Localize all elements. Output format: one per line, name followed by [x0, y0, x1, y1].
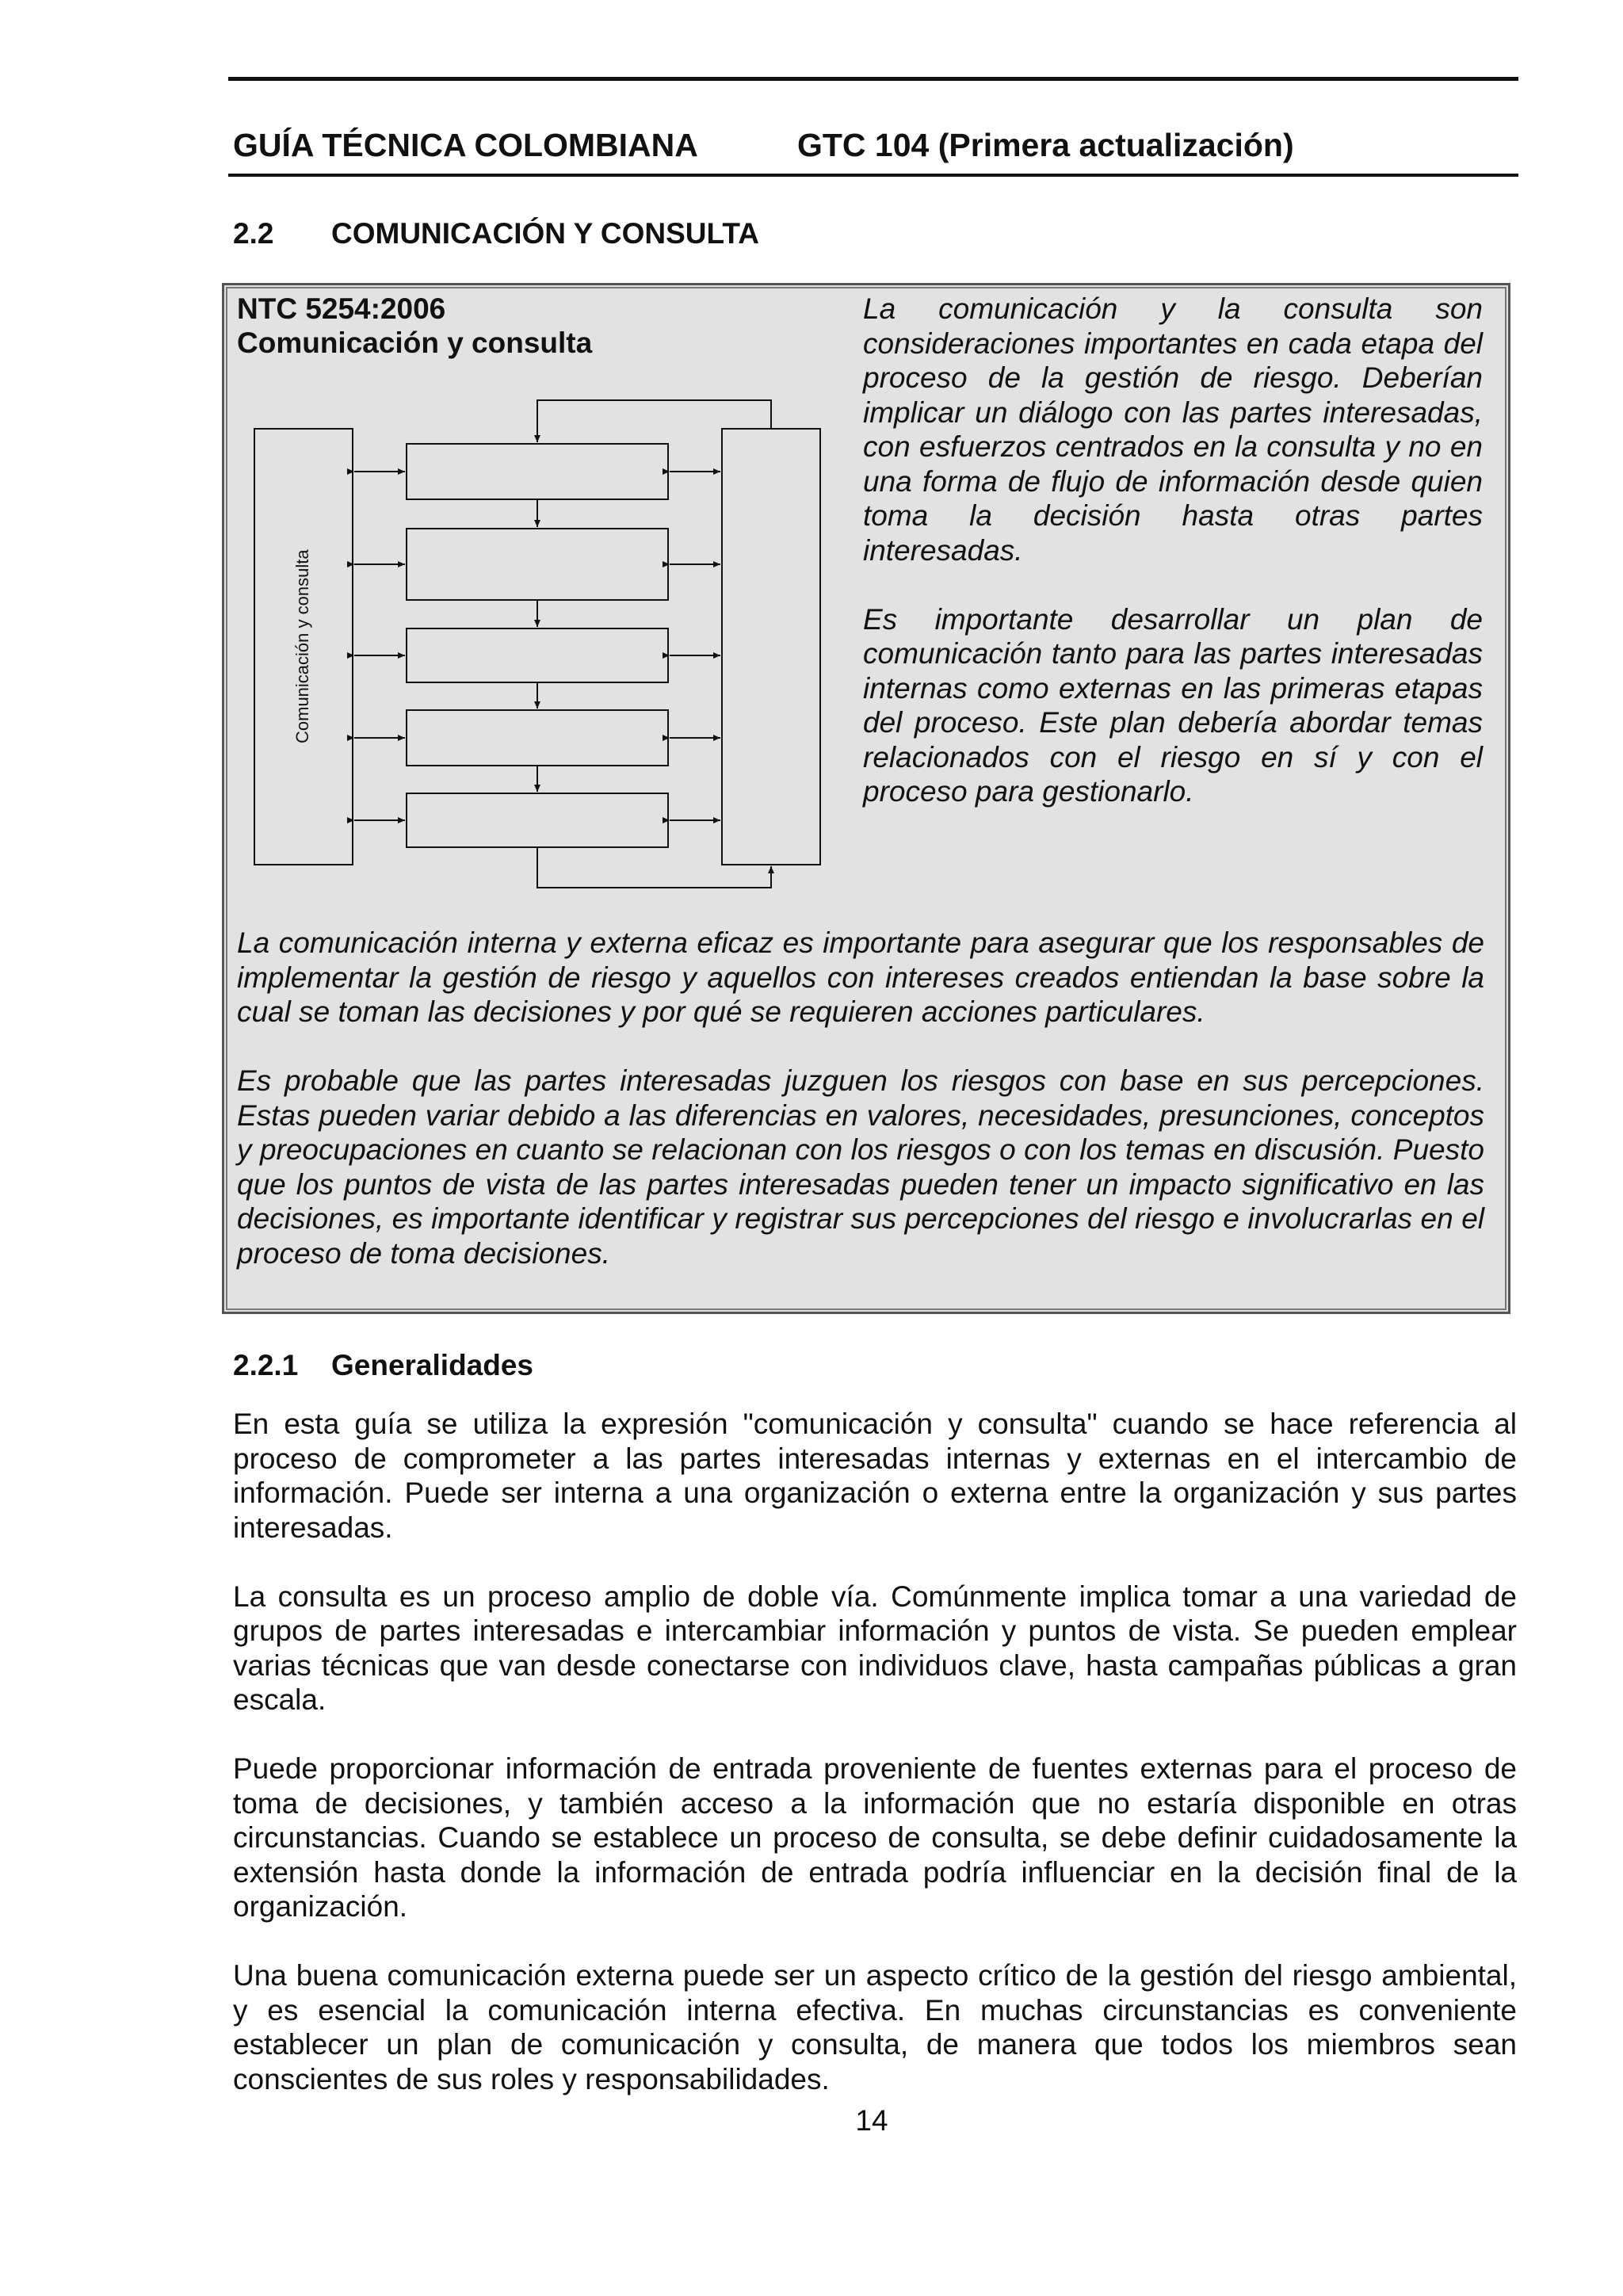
process-step-box: [407, 628, 668, 682]
box-right-text: [863, 292, 1483, 843]
process-step-box: [407, 710, 668, 766]
process-diagram: [224, 285, 858, 911]
monitoring-column-box: [722, 429, 820, 865]
page-number: 14: [855, 2104, 888, 2137]
header-right-title: GTC 104 (Primera actualización): [797, 127, 1294, 163]
diagram-vertical-label: Comunicación y consulta: [292, 549, 312, 743]
box-bottom-text: [237, 926, 1484, 1270]
box-right-paragraph: Es importante desarrollar un plan de comunicación tanto para las partes interesadas internas como externas en las primeras etapas del proceso. Este plan debería abordar temas relacionados con el riesgo en sí y con el proceso para gestionarlo.: [863, 602, 1483, 808]
header-top-rule: [228, 77, 1518, 81]
process-step-box: [407, 529, 668, 600]
subsection-title: Generalidades: [331, 1349, 534, 1381]
subsection-number: 2.2.1: [233, 1349, 299, 1381]
header-left-title: GUÍA TÉCNICA COLOMBIANA: [233, 127, 698, 163]
body-paragraph: Puede proporcionar información de entrada proveniente de fuentes externas para el proceso de toma de decisiones, y también acceso a la información que no estaría disponible en otras circunstancias. Cuando se establece un proceso de consulta, se debe definir cuidadosamente la extensión hasta donde la información de entrada podría influenciar en la decisión final de la organización.: [233, 1752, 1517, 1923]
body-text: [233, 1407, 1517, 2096]
box-bottom-paragraph: La comunicación interna y externa eficaz es importante para asegurar que los responsables de implementar la gestión de riesgo y aquellos con intereses creados entiendan la base sobre la cual se toman las decisiones y por qué se requieren acciones particulares.: [237, 926, 1484, 1028]
box-bottom-paragraph: Es probable que las partes interesadas juzguen los riesgos con base en sus percepciones. Estas pueden variar debido a las diferencias en valores, necesidades, presunciones, conceptos y preocupaciones en cuanto se relacionan con los riesgos o con los temas en discusión. Puesto que los puntos de vista de las partes interesadas pueden tener un impacto significativo en las decisiones, es importante identificar y registrar sus percepciones del riesgo e involucrarlas en el proceso de toma decisiones.: [237, 1064, 1484, 1270]
header-bottom-rule: [228, 174, 1518, 177]
box-title-standard: NTC 5254:2006: [237, 292, 446, 325]
box-title-topic: Comunicación y consulta: [237, 327, 593, 359]
standard-excerpt-box: [222, 283, 1510, 1314]
body-paragraph: Una buena comunicación externa puede ser un aspecto crítico de la gestión del riesgo ambiental, y es esencial la comunicación interna efectiva. En muchas circunstancias es conveniente establecer un plan de comunicación y consulta, de manera que todos los miembros sean conscientes de sus roles y responsabilidades.: [233, 1959, 1517, 2095]
box-right-paragraph: La comunicación y la consulta son consideraciones importantes en cada etapa del proceso de la gestión de riesgo. Deberían implicar un diálogo con las partes interesadas, con esfuerzos centrados en la consulta y no en una forma de flujo de información desde quien toma la decisión hasta otras partes interesadas.: [863, 292, 1483, 567]
section-title: COMUNICACIÓN Y CONSULTA: [331, 217, 759, 250]
section-number: 2.2: [233, 217, 274, 250]
process-step-box: [407, 793, 668, 847]
body-paragraph: En esta guía se utiliza la expresión "comunicación y consulta" cuando se hace referencia al proceso de comprometer a las partes interesadas internas y externas en el intercambio de información. Puede ser interna a una organización o externa entre la organización y sus partes interesadas.: [233, 1408, 1517, 1544]
process-step-box: [407, 444, 668, 499]
bottom-loop-connector: [537, 847, 771, 888]
top-loop-connector: [537, 400, 771, 442]
body-paragraph: La consulta es un proceso amplio de doble vía. Comúnmente implica tomar a una variedad de grupos de partes interesadas e intercambiar información y puntos de vista. Se pueden emplear varias técnicas que van desde conectarse con individuos clave, hasta campañas públicas a gran escala.: [233, 1580, 1517, 1716]
